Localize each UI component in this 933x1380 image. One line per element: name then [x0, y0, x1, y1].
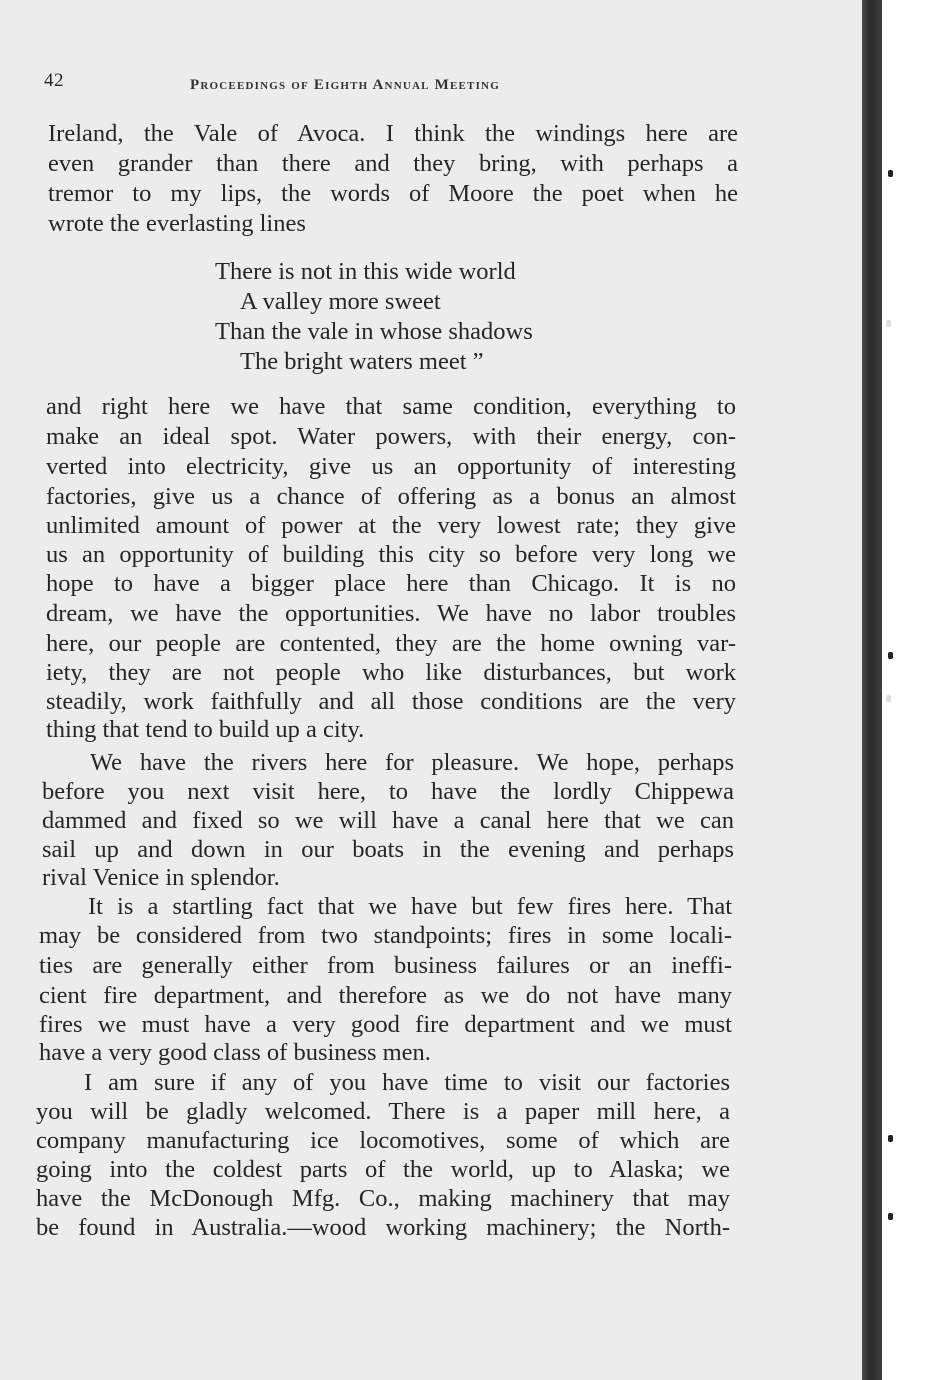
text-line: be found in Australia.—wood working machinery; the North-: [36, 1214, 730, 1241]
verse-line: There is not in this wide world: [215, 258, 516, 285]
text-line: rival Venice in splendor.: [42, 864, 280, 891]
text-line: tremor to my lips, the words of Moore the poet when he: [48, 180, 738, 207]
text-line: factories, give us a chance of offering as a bonus an almost: [46, 483, 736, 510]
text-line: have a very good class of business men.: [39, 1039, 431, 1066]
text-line: verted into electricity, give us an opportunity of interesting: [46, 453, 736, 480]
text-line: here, our people are contented, they are the home owning var-: [46, 630, 736, 657]
binding-mark: [888, 170, 893, 177]
book-binding-edge: [862, 0, 933, 1380]
verse-line: Than the vale in whose shadows: [215, 318, 533, 345]
text-line: dream, we have the opportunities. We have no labor troubles: [46, 600, 736, 627]
text-line: cient fire department, and therefore as we do not have many: [39, 982, 732, 1009]
binding-mark: [886, 695, 891, 702]
text-line: and right here we have that same condition, everything to: [46, 393, 736, 420]
text-line: iety, they are not people who like disturbances, but work: [46, 659, 736, 686]
text-line: ties are generally either from business failures or an ineffi-: [39, 952, 732, 979]
text-line: wrote the everlasting lines: [48, 210, 306, 237]
text-line: steadily, work faithfully and all those conditions are the very: [46, 688, 736, 715]
text-line: you will be gladly welcomed. There is a paper mill here, a: [36, 1098, 730, 1125]
binding-mark: [888, 652, 893, 659]
text-line: may be considered from two standpoints; fires in some locali-: [39, 922, 732, 949]
text-line: us an opportunity of building this city so before very long we: [46, 541, 736, 568]
text-line: before you next visit here, to have the lordly Chippewa: [42, 778, 734, 805]
text-line: unlimited amount of power at the very lowest rate; they give: [46, 512, 736, 539]
text-line: Ireland, the Vale of Avoca. I think the windings here are: [48, 120, 738, 147]
text-line: hope to have a bigger place here than Chicago. It is no: [46, 570, 736, 597]
text-line: going into the coldest parts of the world, up to Alaska; we: [36, 1156, 730, 1183]
text-line: make an ideal spot. Water powers, with their energy, con-: [46, 423, 736, 450]
text-line: company manufacturing ice locomotives, some of which are: [36, 1127, 730, 1154]
binding-mark: [888, 1213, 893, 1220]
verse-line: The bright waters meet ”: [240, 348, 484, 375]
text-line: dammed and fixed so we will have a canal here that we can: [42, 807, 734, 834]
text-line: I am sure if any of you have time to visit our factories: [84, 1069, 730, 1096]
text-line: We have the rivers here for pleasure. We hope, perhaps: [90, 749, 734, 776]
text-line: thing that tend to build up a city.: [46, 716, 365, 743]
text-line: even grander than there and they bring, with perhaps a: [48, 150, 738, 177]
verse-line: A valley more sweet: [240, 288, 441, 315]
text-line: It is a startling fact that we have but few fires here. That: [88, 893, 732, 920]
binding-mark: [888, 1135, 893, 1142]
page-number: 42: [44, 70, 64, 91]
text-line: sail up and down in our boats in the evening and perhaps: [42, 836, 734, 863]
text-line: fires we must have a very good fire department and we must: [39, 1011, 732, 1038]
text-line: have the McDonough Mfg. Co., making machinery that may: [36, 1185, 730, 1212]
spine-shadow: [862, 0, 882, 1380]
binding-mark: [886, 320, 891, 327]
running-head: Proceedings of Eighth Annual Meeting: [190, 77, 500, 93]
